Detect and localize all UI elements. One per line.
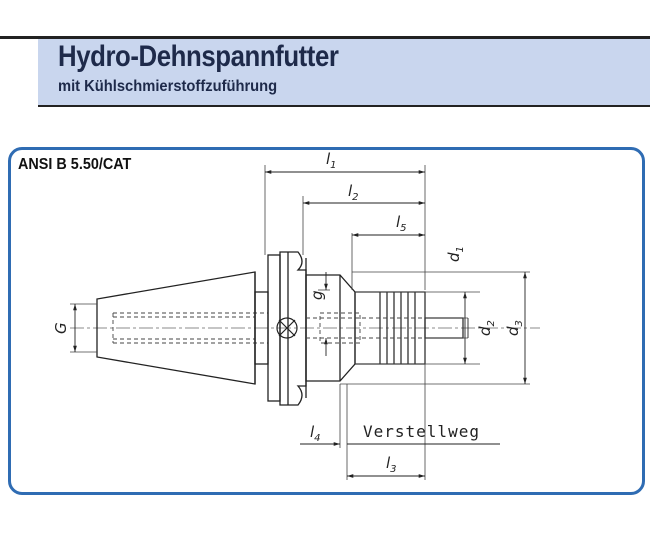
- dim-l2-label: $l_2$: [348, 182, 359, 203]
- dim-d3-label: $d_3$: [504, 320, 525, 336]
- flange: [255, 252, 306, 405]
- page-title: Hydro-Dehnspannfutter: [58, 40, 339, 73]
- page-subtitle: mit Kühlschmierstoffzuführung: [58, 78, 278, 95]
- dim-g-label: g: [308, 290, 326, 300]
- dim-l4-label: $l_4$: [310, 423, 321, 444]
- dim-l3-label: $l_3$: [386, 454, 397, 475]
- dim-G-label: G: [52, 322, 70, 334]
- dim-d2-label: $d_2$: [476, 320, 497, 336]
- dim-d1-label: $d_1$: [445, 246, 466, 262]
- adjustment-travel-label: Verstellweg: [363, 422, 480, 441]
- dim-l1-label: $l_1$: [326, 150, 337, 171]
- dim-l5-label: $l_5$: [396, 213, 407, 234]
- panel-label: ANSI B 5.50/CAT: [18, 156, 132, 173]
